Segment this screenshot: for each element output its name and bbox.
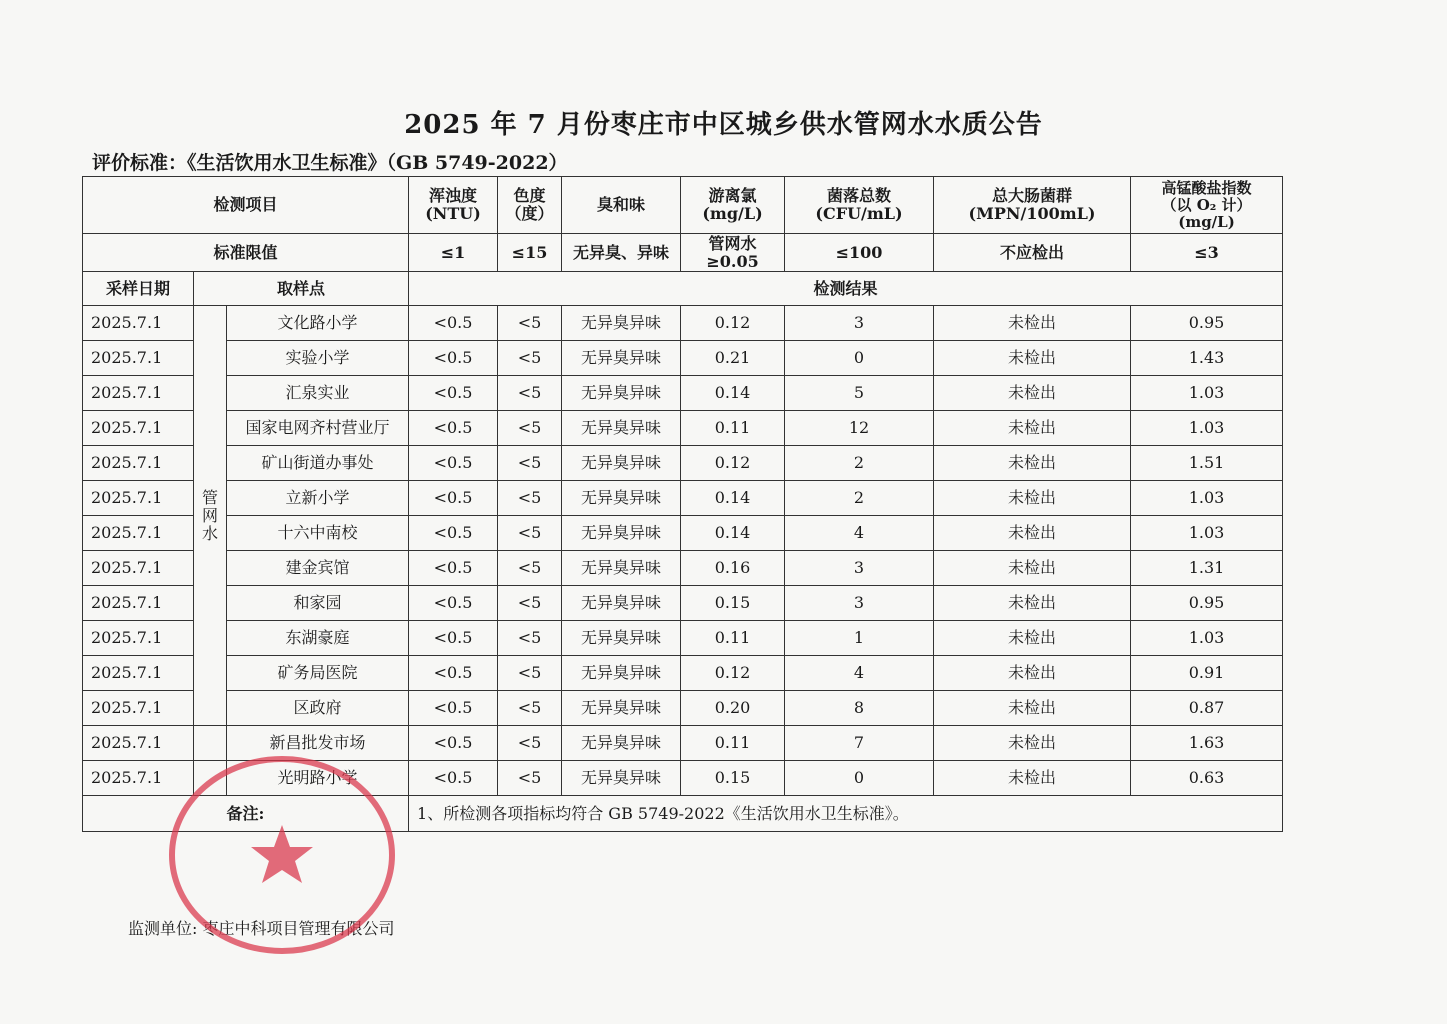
result-colony: 0 <box>785 761 934 796</box>
result-coliform: 未检出 <box>934 551 1131 586</box>
sample-date: 2025.7.1 <box>83 726 194 761</box>
result-colony: 8 <box>785 691 934 726</box>
group-empty-cell <box>194 761 227 796</box>
result-color: <5 <box>498 551 562 586</box>
result-odor: 无异臭异味 <box>562 481 681 516</box>
result-turbidity: <0.5 <box>409 551 498 586</box>
table-row <box>83 446 1283 481</box>
result-color: <5 <box>498 376 562 411</box>
result-odor: 无异臭异味 <box>562 726 681 761</box>
header-turbidity: 浑浊度 (NTU) <box>409 177 498 234</box>
result-permanganate: 0.95 <box>1131 306 1283 341</box>
result-colony: 4 <box>785 656 934 691</box>
subheader-date: 采样日期 <box>83 272 194 306</box>
note-text: 1、所检测各项指标均符合 GB 5749-2022《生活饮用水卫生标准》。 <box>409 796 1283 832</box>
result-colony: 4 <box>785 516 934 551</box>
result-turbidity: <0.5 <box>409 306 498 341</box>
result-chlorine: 0.21 <box>681 341 785 376</box>
result-turbidity: <0.5 <box>409 481 498 516</box>
result-permanganate: 1.03 <box>1131 516 1283 551</box>
result-odor: 无异臭异味 <box>562 691 681 726</box>
result-color: <5 <box>498 341 562 376</box>
result-permanganate: 1.51 <box>1131 446 1283 481</box>
result-permanganate: 1.03 <box>1131 376 1283 411</box>
result-color: <5 <box>498 726 562 761</box>
result-odor: 无异臭异味 <box>562 761 681 796</box>
table-row <box>83 726 1283 761</box>
result-permanganate: 0.91 <box>1131 656 1283 691</box>
result-color: <5 <box>498 446 562 481</box>
result-colony: 3 <box>785 586 934 621</box>
result-color: <5 <box>498 761 562 796</box>
header-row <box>83 177 1283 234</box>
sampling-site: 和家园 <box>227 586 409 621</box>
group-label-pipe-water: 管 网 水 <box>194 306 227 726</box>
note-label: 备注: <box>83 796 409 832</box>
result-coliform: 未检出 <box>934 586 1131 621</box>
table-row <box>83 691 1283 726</box>
header-coliform: 总大肠菌群 (MPN/100mL) <box>934 177 1131 234</box>
results-body <box>83 306 1283 796</box>
sample-date: 2025.7.1 <box>83 656 194 691</box>
result-chlorine: 0.15 <box>681 761 785 796</box>
limit-chlorine: 管网水 ≥0.05 <box>681 234 785 272</box>
result-permanganate: 0.95 <box>1131 586 1283 621</box>
sampling-site: 文化路小学 <box>227 306 409 341</box>
sampling-site: 十六中南校 <box>227 516 409 551</box>
result-turbidity: <0.5 <box>409 726 498 761</box>
header-colony: 菌落总数 (CFU/mL) <box>785 177 934 234</box>
sample-date: 2025.7.1 <box>83 446 194 481</box>
table-row <box>83 516 1283 551</box>
sampling-site: 立新小学 <box>227 481 409 516</box>
result-coliform: 未检出 <box>934 516 1131 551</box>
result-turbidity: <0.5 <box>409 586 498 621</box>
sampling-site: 东湖豪庭 <box>227 621 409 656</box>
result-turbidity: <0.5 <box>409 691 498 726</box>
result-colony: 7 <box>785 726 934 761</box>
result-permanganate: 1.03 <box>1131 481 1283 516</box>
result-colony: 0 <box>785 341 934 376</box>
sample-date: 2025.7.1 <box>83 516 194 551</box>
result-color: <5 <box>498 586 562 621</box>
result-coliform: 未检出 <box>934 481 1131 516</box>
result-colony: 12 <box>785 411 934 446</box>
table-row <box>83 481 1283 516</box>
result-color: <5 <box>498 481 562 516</box>
result-colony: 5 <box>785 376 934 411</box>
result-coliform: 未检出 <box>934 446 1131 481</box>
result-color: <5 <box>498 411 562 446</box>
limit-color: ≤15 <box>498 234 562 272</box>
result-turbidity: <0.5 <box>409 446 498 481</box>
monitoring-unit: 监测单位: 枣庄中科项目管理有限公司 <box>128 919 395 938</box>
result-chlorine: 0.11 <box>681 411 785 446</box>
result-odor: 无异臭异味 <box>562 621 681 656</box>
result-odor: 无异臭异味 <box>562 516 681 551</box>
result-coliform: 未检出 <box>934 376 1131 411</box>
limit-colony: ≤100 <box>785 234 934 272</box>
table-row <box>83 621 1283 656</box>
sampling-site: 矿山街道办事处 <box>227 446 409 481</box>
limit-turbidity: ≤1 <box>409 234 498 272</box>
result-turbidity: <0.5 <box>409 621 498 656</box>
sample-date: 2025.7.1 <box>83 341 194 376</box>
sample-date: 2025.7.1 <box>83 621 194 656</box>
result-chlorine: 0.15 <box>681 586 785 621</box>
result-chlorine: 0.14 <box>681 516 785 551</box>
result-coliform: 未检出 <box>934 341 1131 376</box>
header-chlorine: 游离氯 (mg/L) <box>681 177 785 234</box>
group-empty-cell <box>194 726 227 761</box>
sample-date: 2025.7.1 <box>83 481 194 516</box>
table-row <box>83 551 1283 586</box>
subheader-row <box>83 272 1283 306</box>
note-row <box>83 796 1283 832</box>
limit-coliform: 不应检出 <box>934 234 1131 272</box>
result-odor: 无异臭异味 <box>562 411 681 446</box>
limits-row <box>83 234 1283 272</box>
sampling-site: 光明路小学 <box>227 761 409 796</box>
result-permanganate: 1.63 <box>1131 726 1283 761</box>
result-chlorine: 0.12 <box>681 656 785 691</box>
sample-date: 2025.7.1 <box>83 691 194 726</box>
result-chlorine: 0.14 <box>681 481 785 516</box>
result-permanganate: 1.03 <box>1131 621 1283 656</box>
table-row <box>83 411 1283 446</box>
header-item: 检测项目 <box>83 177 409 234</box>
result-color: <5 <box>498 691 562 726</box>
result-coliform: 未检出 <box>934 411 1131 446</box>
subheader-results: 检测结果 <box>409 272 1283 306</box>
sample-date: 2025.7.1 <box>83 411 194 446</box>
result-permanganate: 0.63 <box>1131 761 1283 796</box>
result-turbidity: <0.5 <box>409 341 498 376</box>
sample-date: 2025.7.1 <box>83 761 194 796</box>
result-colony: 2 <box>785 481 934 516</box>
result-odor: 无异臭异味 <box>562 341 681 376</box>
result-chlorine: 0.12 <box>681 306 785 341</box>
result-odor: 无异臭异味 <box>562 656 681 691</box>
result-turbidity: <0.5 <box>409 656 498 691</box>
result-coliform: 未检出 <box>934 761 1131 796</box>
result-permanganate: 1.43 <box>1131 341 1283 376</box>
result-colony: 3 <box>785 551 934 586</box>
page-title: 2025 年 7 月份枣庄市中区城乡供水管网水水质公告 <box>404 110 1043 140</box>
table-row <box>83 586 1283 621</box>
result-coliform: 未检出 <box>934 691 1131 726</box>
result-odor: 无异臭异味 <box>562 586 681 621</box>
result-permanganate: 1.31 <box>1131 551 1283 586</box>
result-turbidity: <0.5 <box>409 376 498 411</box>
header-permanganate: 高锰酸盐指数 （以 O₂ 计） (mg/L) <box>1131 177 1283 234</box>
result-permanganate: 1.03 <box>1131 411 1283 446</box>
water-quality-table <box>82 176 1283 832</box>
sample-date: 2025.7.1 <box>83 551 194 586</box>
header-color: 色度 （度） <box>498 177 562 234</box>
sample-date: 2025.7.1 <box>83 306 194 341</box>
sampling-site: 实验小学 <box>227 341 409 376</box>
result-coliform: 未检出 <box>934 621 1131 656</box>
result-odor: 无异臭异味 <box>562 306 681 341</box>
subheader-site: 取样点 <box>194 272 409 306</box>
table-row <box>83 656 1283 691</box>
sample-date: 2025.7.1 <box>83 376 194 411</box>
sampling-site: 新昌批发市场 <box>227 726 409 761</box>
table-row <box>83 341 1283 376</box>
result-coliform: 未检出 <box>934 656 1131 691</box>
sampling-site: 矿务局医院 <box>227 656 409 691</box>
result-coliform: 未检出 <box>934 306 1131 341</box>
result-color: <5 <box>498 516 562 551</box>
result-chlorine: 0.11 <box>681 726 785 761</box>
seal-star-icon <box>251 825 313 883</box>
result-chlorine: 0.14 <box>681 376 785 411</box>
result-color: <5 <box>498 656 562 691</box>
result-permanganate: 0.87 <box>1131 691 1283 726</box>
result-chlorine: 0.11 <box>681 621 785 656</box>
result-odor: 无异臭异味 <box>562 551 681 586</box>
sample-date: 2025.7.1 <box>83 586 194 621</box>
limit-odor: 无异臭、异味 <box>562 234 681 272</box>
table-row <box>83 376 1283 411</box>
result-color: <5 <box>498 621 562 656</box>
result-odor: 无异臭异味 <box>562 376 681 411</box>
sampling-site: 区政府 <box>227 691 409 726</box>
result-color: <5 <box>498 306 562 341</box>
sampling-site: 汇泉实业 <box>227 376 409 411</box>
result-chlorine: 0.16 <box>681 551 785 586</box>
result-turbidity: <0.5 <box>409 516 498 551</box>
sampling-site: 国家电网齐村营业厅 <box>227 411 409 446</box>
result-coliform: 未检出 <box>934 726 1131 761</box>
limit-permanganate: ≤3 <box>1131 234 1283 272</box>
header-odor: 臭和味 <box>562 177 681 234</box>
result-colony: 3 <box>785 306 934 341</box>
table-row <box>83 306 1283 341</box>
result-turbidity: <0.5 <box>409 411 498 446</box>
result-chlorine: 0.20 <box>681 691 785 726</box>
limits-label: 标准限值 <box>83 234 409 272</box>
result-odor: 无异臭异味 <box>562 446 681 481</box>
table-row <box>83 761 1283 796</box>
evaluation-standard: 评价标准：《生活饮用水卫生标准》（GB 5749-2022） <box>92 152 568 174</box>
sampling-site: 建金宾馆 <box>227 551 409 586</box>
result-colony: 2 <box>785 446 934 481</box>
result-turbidity: <0.5 <box>409 761 498 796</box>
result-chlorine: 0.12 <box>681 446 785 481</box>
result-colony: 1 <box>785 621 934 656</box>
